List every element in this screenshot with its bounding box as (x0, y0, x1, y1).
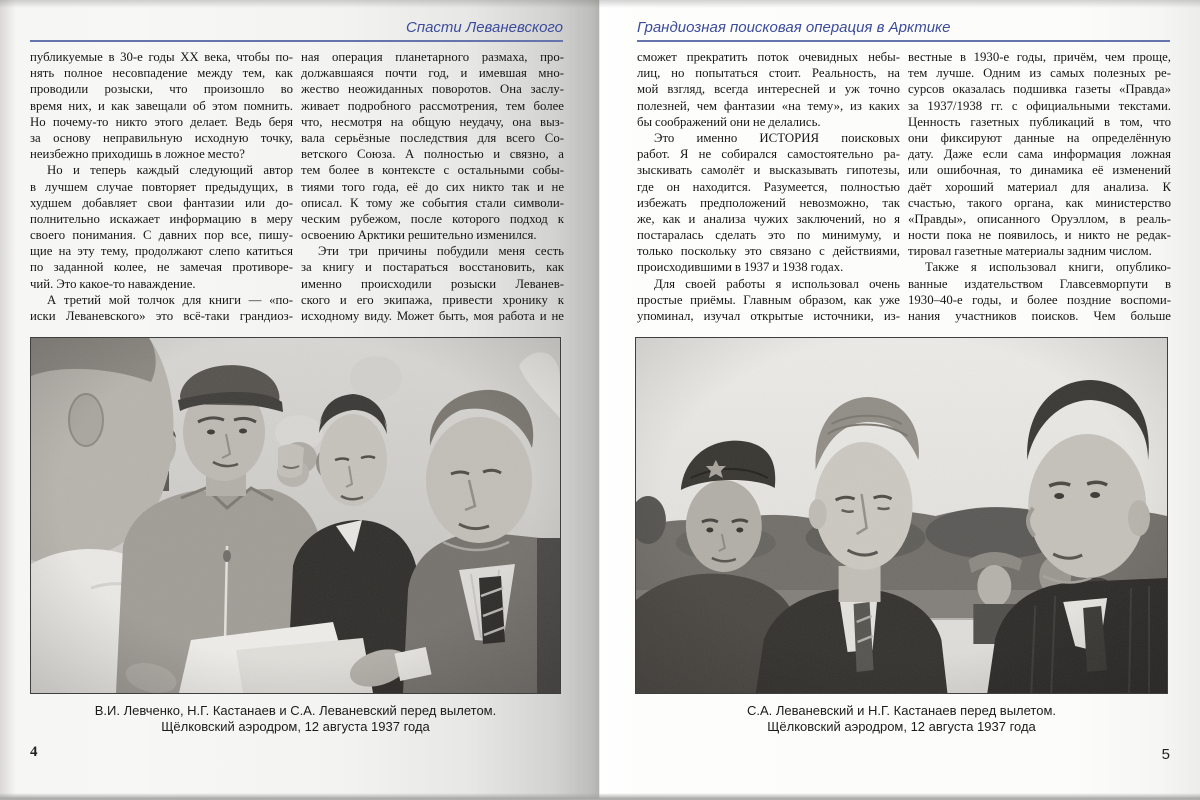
text-line: в лучшем случае повторяет предыдущих, в (30, 179, 293, 194)
text-column (637, 49, 900, 324)
text-line: живает подробного рассмотрения, тем более (301, 98, 564, 113)
text-line: простые приёмы. Главным образом, как уже (637, 292, 900, 307)
text-line: мой взгляд, всегда интересней и уж точно (637, 82, 900, 97)
text-line: своего понимания. С давних пор все, пишу- (30, 228, 293, 243)
text-line: по заданной колее, не замечая противоре- (30, 260, 293, 275)
text-line: сурсов оказалась подшивка газеты «Правда» (908, 82, 1171, 97)
text-line: за 1937/1938 гг. с официальными текстами. (908, 98, 1171, 113)
text-line: неизбежно приходишь в ложное место? (30, 147, 245, 162)
right-page (599, 0, 1200, 800)
page-number-left: 4 (30, 744, 38, 760)
text-line: щие на эту тему, продолжают слепо катиться (30, 244, 293, 259)
text-line: нания участников поисков. Чем больше (908, 309, 1171, 323)
text-line: нять полное несовпадение между тем, как (30, 66, 293, 81)
text-line: лиц, но попытаться стоит. Реальность, на (637, 66, 900, 81)
text-line: упоминал, изучал открытые источники, из- (637, 309, 900, 323)
caption-line: С.А. Леваневский и Н.Г. Кастанаев перед вылетом. (746, 703, 1057, 718)
right-photo (635, 337, 1168, 694)
text-line: Эти три причины побудили меня сесть (318, 244, 564, 259)
page-number-right: 5 (1161, 746, 1170, 763)
left-photo-illustration (31, 338, 560, 693)
caption-line: Щёлковский аэродром, 12 августа 1937 года (767, 719, 1036, 734)
text-line: «Правды», описанного Оруэллом, в реаль- (908, 211, 1171, 226)
text-line: дату. Даже если сама информация ложная (908, 147, 1171, 162)
text-line: время них, и как завещали об этом помнить. (30, 98, 293, 113)
text-line: ная операция планетарного размаха, про- (301, 50, 564, 64)
book-bottom-edge (0, 793, 1200, 800)
text-line: должавшаяся почти год, и имевшая мно- (301, 66, 564, 81)
text-line: ванные издательством Главсевморпути в (908, 276, 1171, 291)
text-line: иски Леваневского» это всё-таки грандиоз- (30, 309, 293, 323)
text-line: описал. К тому же события стали символи- (301, 195, 564, 210)
left-photo-caption (30, 703, 561, 735)
text-line: Но почему-то никто этого делает. Ведь беря (30, 114, 293, 129)
text-line: вала серьёзные последствия для всего Со- (301, 130, 564, 145)
text-line: Это именно ИСТОРИЯ поисковых (654, 130, 900, 145)
running-header-left: Спасти Леваневского (30, 19, 563, 42)
text-column (301, 49, 564, 324)
left-page (0, 0, 599, 800)
text-line: освоению Арктики решительно изменился. (301, 228, 537, 243)
text-line: именно происходили розыски Леванев- (301, 276, 564, 291)
text-line: вестные в 1930-е годы, причём, чем проще, (908, 50, 1171, 64)
text-line: избежать предположений невозможно, так (637, 195, 900, 210)
text-line: ветского Союза. А полностью и связно, а (301, 147, 564, 162)
left-photo (30, 337, 561, 694)
text-line: только поскольку это связано с действиями, (637, 244, 900, 259)
text-line: ности пока не появилось, и никто не редак- (908, 228, 1171, 243)
text-line: исходному виду. Может быть, моя работа и не (301, 309, 564, 323)
text-line: что, несмотря на общую неудачу, она выз- (301, 114, 564, 129)
text-line: они фиксируют данные на определённую (908, 130, 1171, 145)
text-line: ского и его экипажа, привести хронику к (301, 292, 564, 307)
text-line: публикуемые в 30-е годы ХХ века, чтобы по- (30, 50, 293, 64)
text-line: тем лучше. Одним из самых полезных ре- (908, 66, 1171, 81)
text-line: даёт хороший материал для анализа. К (908, 179, 1171, 194)
text-line: проводили розыски, что произошло во (30, 82, 293, 97)
caption-line: В.И. Левченко, Н.Г. Кастанаев и С.А. Леваневский перед вылетом. (94, 703, 497, 718)
text-line: чий. Это какое-то наваждение. (30, 276, 196, 291)
running-header-right: Грандиозная поисковая операция в Арктике (637, 19, 1170, 42)
text-line: Также я использовал книги, опублико- (925, 260, 1171, 275)
text-line: тем более в контексте с остальными собы- (301, 163, 564, 178)
caption-line: Щёлковский аэродром, 12 августа 1937 года (161, 719, 430, 734)
text-line: полнительно искажает информацию в меру (30, 211, 293, 226)
text-line: за книгу и постараться восстановить, как (301, 260, 564, 275)
text-line: ческим рубежом, после которого подход к (301, 211, 564, 226)
text-line: полезней, чем фантазии «на тему», из каких (637, 98, 900, 113)
text-line: тиями того года, её до сих никто так и не (301, 179, 564, 194)
text-line: худшем добавляет свои фантазии или до- (30, 195, 293, 210)
text-line: постаралась сделать это по минимуму, и (637, 228, 900, 243)
text-line: А третий мой толчок для книги — «по- (47, 292, 293, 307)
text-line: сможет прекратить поток очевидных небы- (637, 50, 900, 64)
text-line: работ. Я не собирался самостоятельно ра- (637, 147, 900, 162)
text-column (908, 49, 1171, 324)
text-line: происходившими в 1937 и 1938 годах. (637, 260, 844, 275)
text-line: Но и теперь каждый следующий автор (47, 163, 293, 178)
text-column (30, 49, 293, 324)
text-line: жество неожиданных поворотов. Она заслу- (301, 82, 564, 97)
text-line: 1930–40-е годы, и более поздние воспоми- (908, 292, 1171, 307)
right-photo-illustration (636, 338, 1167, 693)
text-line: где он находится. Разумеется, полностью (637, 179, 900, 194)
text-line: же, как и анализа чужих заключений, но я (637, 211, 900, 226)
text-line: счастью, такого органа, как министерство (908, 195, 1171, 210)
text-line: тировал газетные материалы задним числом. (908, 244, 1152, 259)
text-line: за основу неправильную исходную точку, (30, 130, 293, 145)
text-line: зыскивать самолёт и высказывать гипотезы, (637, 163, 900, 178)
right-photo-caption (635, 703, 1168, 735)
text-line: или ошибочная, то динамика её изменений (908, 163, 1171, 178)
text-line: Ценность газетных публикаций в том, что (908, 114, 1171, 129)
text-line: Для своей работы я использовал очень (654, 276, 900, 291)
text-line: бы соображений они не делались. (637, 114, 821, 129)
